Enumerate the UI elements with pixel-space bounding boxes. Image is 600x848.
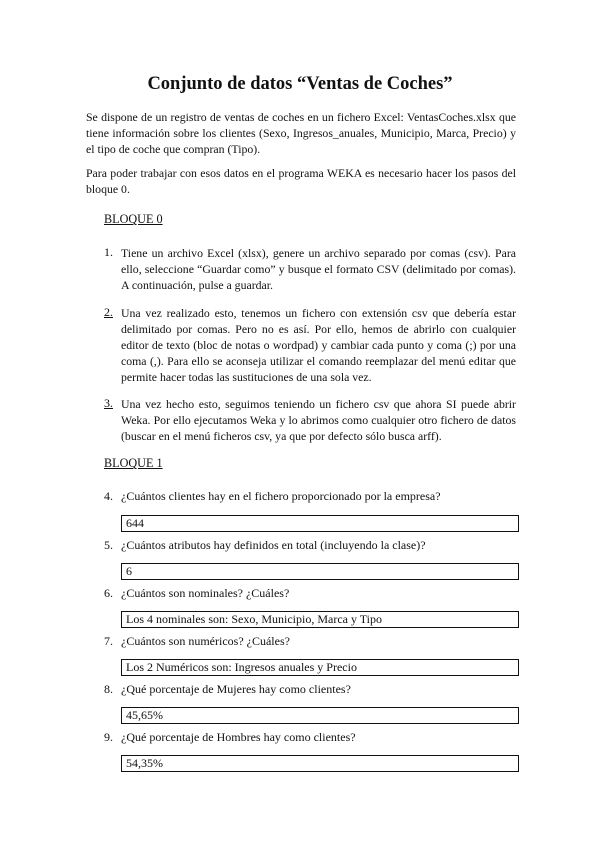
- question-text: ¿Cuántos son nominales? ¿Cuáles?: [121, 586, 290, 600]
- bloque-1-heading: BLOQUE 1: [104, 456, 163, 470]
- question-number: 5.: [104, 538, 113, 552]
- question-number: 6.: [104, 586, 113, 600]
- answer-value: Los 2 Numéricos son: Ingresos anuales y Precio: [126, 660, 357, 674]
- answer-field[interactable]: [121, 755, 519, 772]
- step-text: Una vez realizado esto, tenemos un fichero con extensión csv que debería estar delimitado por comas. Pero no es así. Por ello, hemos de abrirlo con cualquier editor de texto (bloc de notas o wordpad) y cambiar cada punto y coma (;) por una coma (,). Para ello se aconseja utilizar el comando reemplazar del menú editar que permite hacer todas las sustituciones de una sola vez.: [121, 306, 516, 384]
- answer-value: 644: [126, 516, 144, 530]
- question-text: ¿Cuántos atributos hay definidos en total (incluyendo la clase)?: [121, 538, 426, 552]
- question-number: 4.: [104, 489, 113, 503]
- intro-paragraph: Se dispone de un registro de ventas de coches en un fichero Excel: VentasCoches.xlsx que tiene información sobre los clientes (Sexo, Ingresos_anuales, Municipio, Marca, Precio) y el tipo de coche que compran (Tipo).: [86, 110, 516, 156]
- bloque-0-heading: BLOQUE 0: [104, 212, 163, 226]
- question-text: ¿Qué porcentaje de Mujeres hay como clientes?: [121, 682, 351, 696]
- question-text: ¿Qué porcentaje de Hombres hay como clientes?: [121, 730, 356, 744]
- step-text: Una vez hecho esto, seguimos teniendo un fichero csv que ahora SI puede abrir Weka. Por ello ejecutamos Weka y lo abrimos como cualquier otro fichero de datos (buscar en el menú ficheros csv, ya que por defecto sólo busca arff).: [121, 397, 516, 443]
- answer-value: 45,65%: [126, 708, 163, 722]
- answer-value: 6: [126, 564, 132, 578]
- answer-value: Los 4 nominales son: Sexo, Municipio, Marca y Tipo: [126, 612, 382, 626]
- question-number: 9.: [104, 730, 113, 744]
- intro-paragraph-weka: Para poder trabajar con esos datos en el programa WEKA es necesario hacer los pasos del bloque 0.: [86, 166, 516, 196]
- question-number: 7.: [104, 634, 113, 648]
- step-number: 3.: [104, 396, 113, 410]
- answer-value: 54,35%: [126, 756, 163, 770]
- answer-field[interactable]: [121, 563, 519, 580]
- step-text: Tiene un archivo Excel (xlsx), genere un archivo separado por comas (csv). Para ello, seleccione “Guardar como” y busque el formato CSV (delimitado por comas). A continuación, pulse a guardar.: [121, 246, 516, 292]
- answer-field[interactable]: [121, 611, 519, 628]
- answer-field[interactable]: [121, 659, 519, 676]
- document-title: Conjunto de datos “Ventas de Coches”: [147, 74, 453, 94]
- step-number: 1.: [104, 245, 113, 259]
- answer-field[interactable]: [121, 515, 519, 532]
- question-text: ¿Cuántos son numéricos? ¿Cuáles?: [121, 634, 290, 648]
- step-number: 2.: [104, 305, 113, 319]
- question-number: 8.: [104, 682, 113, 696]
- question-text: ¿Cuántos clientes hay en el fichero proporcionado por la empresa?: [121, 489, 441, 503]
- answer-field[interactable]: [121, 707, 519, 724]
